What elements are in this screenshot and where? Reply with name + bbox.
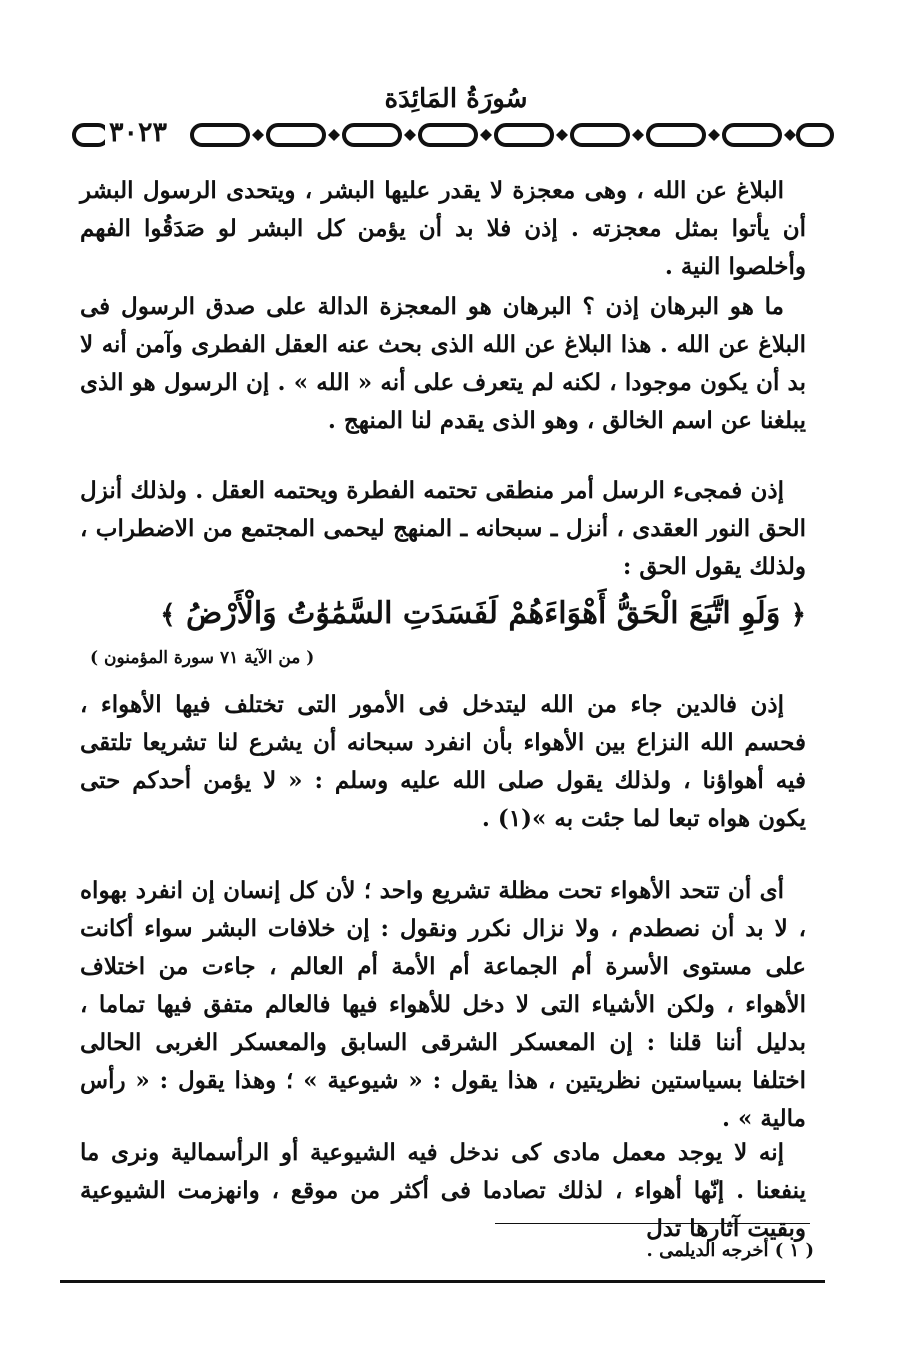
paragraph-4 bbox=[80, 686, 806, 838]
footnote-divider bbox=[495, 1223, 810, 1224]
verse-reference: ( من الآية ٧١ سورة المؤمنون ) bbox=[90, 648, 315, 668]
verse-open-bracket: ﴿ bbox=[790, 600, 806, 630]
quran-verse bbox=[80, 590, 806, 639]
paragraph-2 bbox=[80, 288, 806, 440]
paragraph-text: البلاغ عن الله ، وهى معجزة لا يقدر عليها البشر ، ويتحدى الرسول البشر أن يأتوا بمثل معجزته . إذن فلا بد أن يؤمن كل البشر لو صَدَقُوا الفهم وأخلصوا النية . bbox=[80, 177, 806, 280]
verse-text: وَلَوِ اتَّبَعَ الْحَقُّ أَهْوَاءَهُمْ لَفَسَدَتِ السَّمَٰوَٰتُ وَالْأَرْضُ bbox=[185, 596, 781, 631]
paragraph-text: أى أن تتحد الأهواء تحت مظلة تشريع واحد ؛ لأن كل إنسان إن انفرد بهواه ، لا بد أن نصطدم ، ولا نزال نكرر ونقول : إن خلافات البشر سواء أكانت على مستوى الأسرة أم الجماعة أم الأمة أم العالم ، جاءت من اختلاف الأهواء ، ولكن الأشياء التى لا دخل للأهواء فيها فالعالم متفق فيها تماما ، بدليل أننا قلنا : إن المعسكر الشرقى السابق والمعسكر الغربى الحالى اختلفا بسياستين نظريتين ، هذا يقول : « شيوعية » ؛ وهذا يقول : « رأس مالية » . bbox=[80, 877, 806, 1132]
page-number: ٣٠٢٣ bbox=[105, 117, 171, 148]
surah-title: سُورَةُ المَائِدَة bbox=[384, 84, 528, 114]
verse-close-bracket: ﴾ bbox=[160, 600, 176, 630]
bottom-rule bbox=[60, 1280, 825, 1283]
paragraph-3 bbox=[80, 472, 806, 586]
paragraph-5 bbox=[80, 872, 806, 1138]
paragraph-6 bbox=[80, 1134, 806, 1248]
paragraph-text: إنه لا يوجد معمل مادى كى ندخل فيه الشيوعية أو الرأسمالية ونرى ما ينفعنا . إنّها أهواء ، لذلك تصادما فى أكثر من موقع ، وانهزمت الشيوعية وبقيت آثارها تدل bbox=[80, 1139, 806, 1242]
paragraph-text: إذن فالدين جاء من الله ليتدخل فى الأمور التى تختلف فيها الأهواء ، فحسم الله النزاع بين الأهواء بأن انفرد سبحانه أن يشرع لنا تشريعا تلتقى فيه أهواؤنا ، ولذلك يقول صلى الله عليه وسلم : « لا يؤمن أحدكم حتى يكون هواه تبعا لما جئت به »(١) . bbox=[80, 691, 806, 832]
paragraph-1 bbox=[80, 172, 806, 286]
paragraph-text: ما هو البرهان إذن ؟ البرهان هو المعجزة الدالة على صدق الرسول فى البلاغ عن الله . هذا البلاغ عن الله الذى بحث عنه العقل الفطرى وآمن أنه لا بد أن يكون موجودا ، لكنه لم يتعرف على أنه « الله » . إن الرسول هو الذى يبلغنا عن اسم الخالق ، وهو الذى يقدم لنا المنهج . bbox=[80, 293, 806, 434]
footnote: ( ١ ) أخرجه الديلمى . bbox=[646, 1240, 814, 1261]
ornamental-border bbox=[72, 120, 836, 150]
paragraph-text: إذن فمجىء الرسل أمر منطقى تحتمه الفطرة ويحتمه العقل . ولذلك أنزل الحق النور العقدى ، أنزل ـ سبحانه ـ المنهج ليحمى المجتمع من الاضطراب ، ولذلك يقول الحق : bbox=[80, 477, 806, 580]
